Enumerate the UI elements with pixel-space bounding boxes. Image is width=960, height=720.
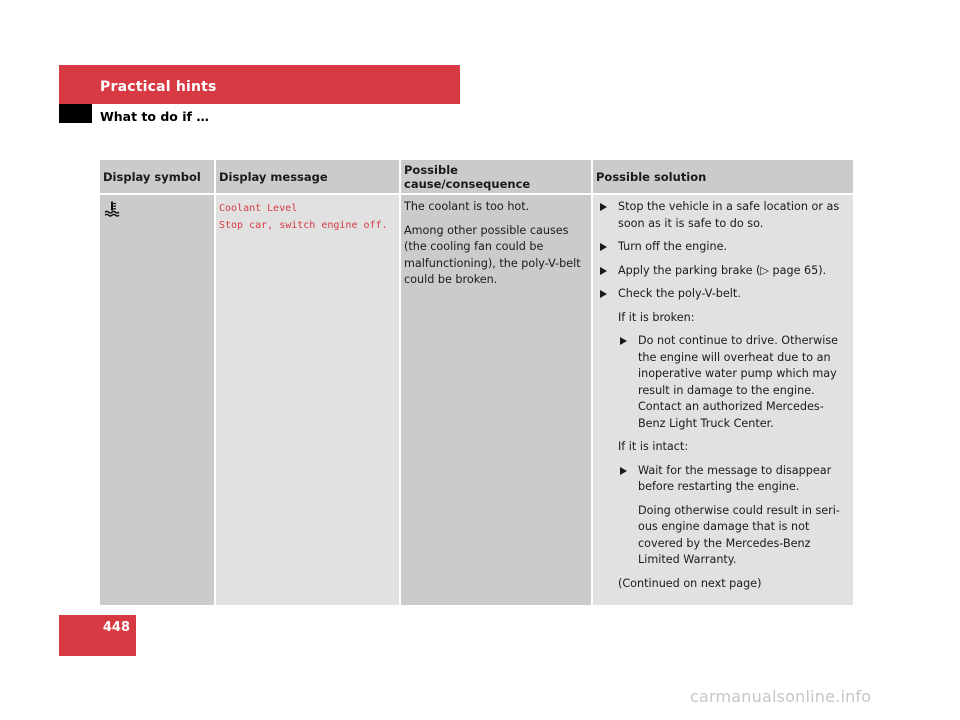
display-message-cell	[215, 194, 400, 605]
page-number: 448	[102, 620, 130, 635]
solution-step-parking-brake: Apply the parking brake (▷ page 65).	[596, 263, 849, 280]
possible-cause-cell	[400, 194, 592, 605]
display-message-line-1: Coolant Level	[219, 203, 298, 214]
solution-step-stop-vehicle: Stop the vehicle in a safe location or as soon as it is safe to do so.	[596, 199, 849, 232]
table-row	[100, 194, 853, 605]
continued-note: (Continued on next page)	[618, 576, 762, 590]
section-header-bar	[59, 65, 460, 104]
section-title: Practical hints	[100, 79, 217, 95]
display-symbol-cell	[100, 194, 215, 605]
display-message-line-2: Stop car, switch engine off.	[219, 220, 388, 231]
possible-solution-cell	[592, 194, 853, 605]
coolant-temperature-icon	[104, 201, 120, 217]
table-header-row	[100, 160, 853, 194]
intact-belt-step: Wait for the message to disappear before restarting the engine.	[596, 463, 849, 496]
condition-broken-label: If it is broken:	[618, 310, 695, 324]
column-header-display-message: Display message	[215, 160, 400, 194]
header-tab-marker	[59, 104, 92, 123]
broken-belt-step: Do not continue to drive. Otherwise the engine will overheat due to an inoperative water pump which may result in damage to the engine. Contact an authorized Mercedes-Benz Light Truck Center.	[596, 333, 849, 432]
section-subtitle: What to do if …	[100, 109, 209, 124]
page-number-box	[59, 615, 136, 656]
warranty-note: Doing otherwise could result in seri-ous engine damage that is not covered by the Mercedes-Benz Limited Warranty.	[638, 503, 840, 566]
solution-step-engine-off: Turn off the engine.	[596, 239, 849, 256]
watermark: carmanualsonline.info	[690, 687, 872, 706]
condition-intact-label: If it is intact:	[618, 440, 689, 453]
cause-paragraph: The coolant is too hot.	[404, 200, 530, 213]
column-header-possible-solution: Possible solution	[592, 160, 853, 194]
cause-paragraph: Among other possible causes (the cooling fan could be malfunctioning), the poly-V-belt could be broken.	[404, 223, 581, 286]
display-messages-table	[100, 160, 853, 605]
column-header-display-symbol: Display symbol	[100, 160, 215, 194]
solution-step-check-belt: Check the poly-V-belt.	[596, 286, 849, 303]
column-header-possible-cause: Possible cause/consequence	[400, 160, 592, 194]
